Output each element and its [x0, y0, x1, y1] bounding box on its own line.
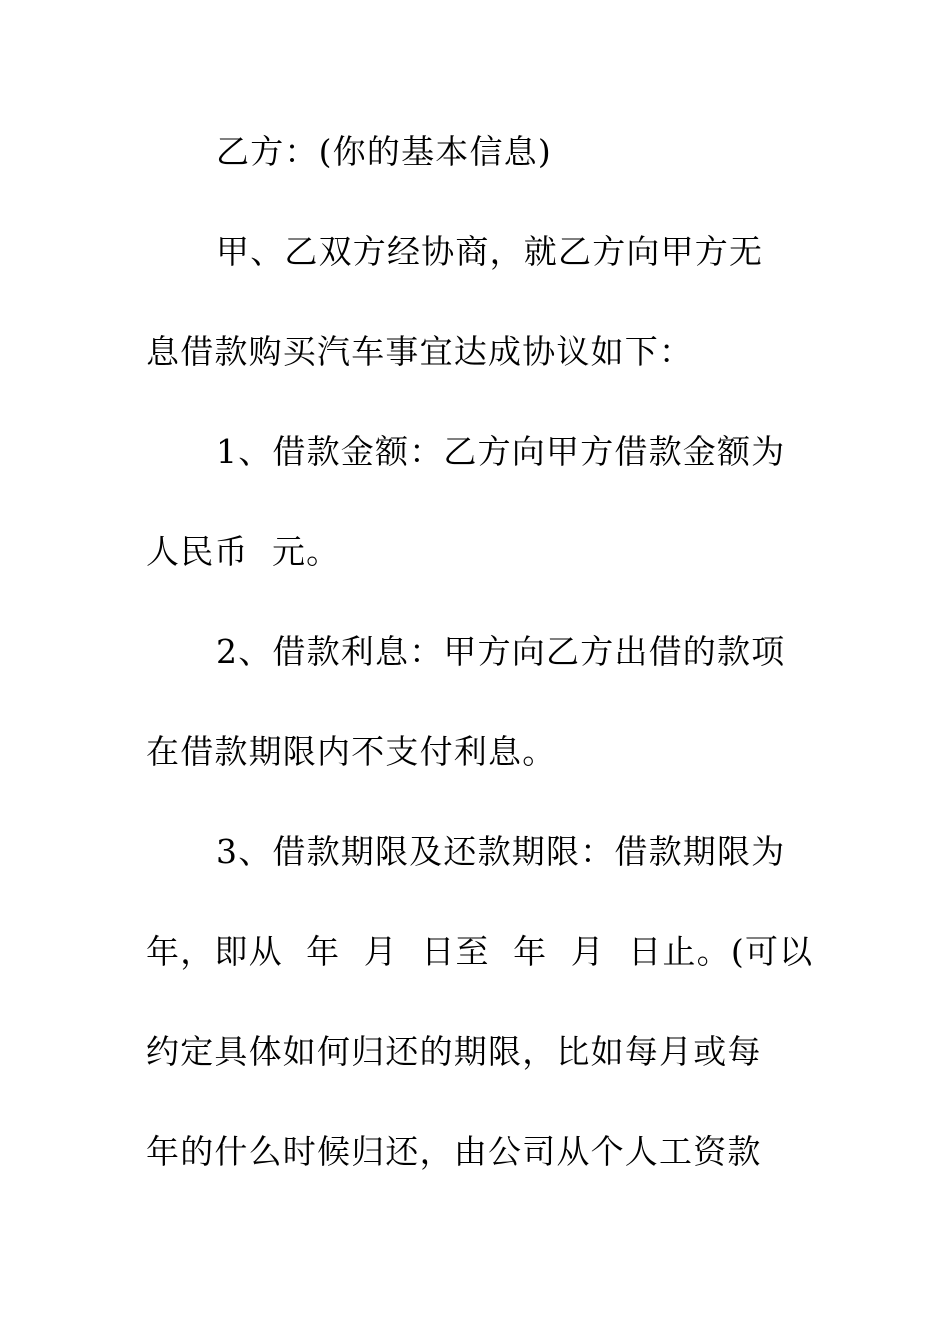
- clause-3-line-3: 约定具体如何归还的期限，比如每月或每: [146, 1032, 762, 1071]
- agreement-intro-line-2: 息借款购买汽车事宜达成协议如下：: [146, 332, 694, 371]
- clause-3-line-4: 年的什么时候归还，由公司从个人工资款: [146, 1132, 762, 1171]
- clause-1-line-1: 1、借款金额：乙方向甲方借款金额为: [216, 432, 786, 471]
- clause-1-line-2: 人民币 元。: [146, 532, 341, 571]
- party-b-line: 乙方：(你的基本信息): [216, 132, 552, 171]
- clause-2-line-1: 2、借款利息：甲方向乙方出借的款项: [216, 632, 786, 671]
- clause-3-line-1: 3、借款期限及还款期限：借款期限为: [216, 832, 786, 871]
- clause-2-line-2: 在借款期限内不支付利息。: [146, 732, 557, 771]
- clause-3-line-2: 年，即从 年 月 日至 年 月 日止。(可以: [146, 932, 814, 971]
- agreement-intro-line-1: 甲、乙双方经协商，就乙方向甲方无: [216, 232, 764, 271]
